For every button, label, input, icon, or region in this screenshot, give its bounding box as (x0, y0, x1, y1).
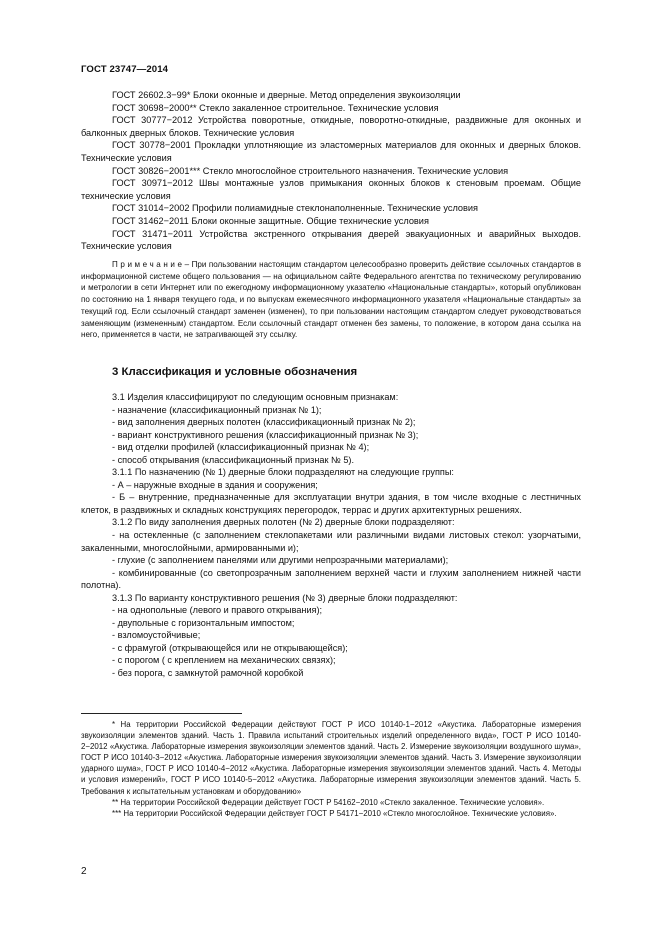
reference-item: ГОСТ 31014−2002 Профили полиамидные стеклонаполненные. Технические условия (112, 203, 479, 214)
list-item: - взломоустойчивые; (112, 630, 201, 641)
list-item: - вариант конструктивного решения (классификационный признак № 3); (112, 429, 419, 440)
reference-item: ГОСТ 30698−2000** Стекло закаленное строительное. Технические условия (112, 102, 439, 113)
paragraph: 3.1.2 По виду заполнения дверных полотен (№ 2) дверные блоки подразделяют: (112, 517, 455, 528)
reference-item: ГОСТ 30777−2012 Устройства поворотные, откидные, поворотно-откидные, раздвижные для оконных и балконных дверных блоков. Технические условия (81, 115, 581, 138)
footnote: *** На территории Российской Федерации действует ГОСТ Р 54171−2010 «Стекло многослойное. Технические условия». (112, 808, 557, 818)
reference-item: ГОСТ 30971−2012 Швы монтажные узлов примыкания оконных блоков к стеновым проемам. Общие технические условия (81, 178, 581, 201)
note-text: – При пользовании настоящим стандартом целесообразно проверить действие ссылочных стандартов в информационной системе общего пользования — на официальном сайте Федерального агентства по техническому регулированию и метрологии в сети Интернет или по ежегодному информационному указателю «Национальные стандарты», который опубликован по состоянию на 1 января текущего года, и по выпускам ежемесячного информационного указателя «Национальные стандарты» за текущий год. Если ссылочный стандарт заменен (изменен), то при пользовании настоящим стандартом следует руководствоваться заменяющим (измененным) стандартом. Если ссылочный стандарт отменен без замены, то положение, в котором дана ссылка на него, применяется в части, не затрагивающей эту ссылку. (81, 260, 581, 340)
normative-references-list (81, 89, 581, 253)
footnotes (81, 719, 581, 819)
reference-item: ГОСТ 31462−2011 Блоки оконные защитные. Общие технические условия (112, 215, 429, 226)
paragraph: 3.1.1 По назначению (№ 1) дверные блоки подразделяют на следующие группы: (112, 467, 454, 478)
footnote-divider (81, 713, 242, 714)
list-item: - с фрамугой (открывающейся или не открывающейся); (112, 642, 348, 653)
list-item: - комбинированные (со светопрозрачным заполнением верхней части и глухим заполнением нижней части полотна). (81, 567, 581, 591)
list-item: - с порогом ( с креплением на механических связях); (112, 655, 336, 666)
paragraph: 3.1.3 По варианту конструктивного решения (№ 3) дверные блоки подразделяют: (112, 592, 458, 603)
list-item: - на однопольные (левого и правого открывания); (112, 605, 323, 616)
footnote: * На территории Российской Федерации действуют ГОСТ Р ИСО 10140-1−2012 «Акустика. Лабораторные измерения звукоизоляции элементов зданий. Часть 1. Правила испытаний строительных изделий определенного вида», ГОСТ Р ИСО 10140-2−2012 «Акустика. Лабораторные измерения звукоизоляции элементов зданий. Часть 2. Измерение звукоизоляции воздушного шума», ГОСТ Р ИСО 10140-3−2012 «Акустика. Лабораторные измерения звукоизоляции элементов зданий. Часть 3. Измерение звукоизоляции ударного шума», ГОСТ Р ИСО 10140-4−2012 «Акустика. Лабораторные измерения звукоизоляции элементов зданий. Часть 4. Методы и условия измерений», ГОСТ Р ИСО 10140-5−2012 «Акустика. Лабораторные измерения звукоизоляции элементов зданий. Часть 5. Требования к испытательным установкам и оборудованию» (81, 720, 581, 796)
list-item: - на остекленные (с заполнением стеклопакетами или различными видами листовых стекол: узорчатыми, закаленными, многослойными, армированными и); (81, 530, 581, 553)
standard-code-header: ГОСТ 23747—2014 (81, 64, 169, 75)
section-heading: 3 Классификация и условные обозначения (112, 366, 358, 378)
list-item: - А – наружные входные в здания и сооружения; (112, 479, 318, 490)
reference-item: ГОСТ 26602.3−99* Блоки оконные и дверные. Метод определения звукоизоляции (112, 90, 461, 100)
paragraph: 3.1 Изделия классифицируют по следующим основным признакам: (112, 392, 399, 402)
note-paragraph (81, 259, 581, 341)
list-item: - вид заполнения дверных полотен (классификационный признак № 2); (112, 417, 416, 428)
reference-item: ГОСТ 30826−2001*** Стекло многослойное строительного назначения. Технические условия (112, 165, 509, 176)
page-number: 2 (81, 866, 87, 877)
reference-item: ГОСТ 30778−2001 Прокладки уплотняющие из эластомерных материалов для оконных и дверных блоков. Технические условия (81, 140, 581, 163)
list-item: - назначение (классификационный признак № 1); (112, 404, 322, 415)
list-item: - глухие (с заполнением панелями или другими непрозрачными материалами); (112, 555, 449, 566)
reference-item: ГОСТ 31471−2011 Устройства экстренного открывания дверей эвакуационных и аварийных выходов. Технические условия (81, 228, 581, 252)
list-item: - без порога, с замкнутой рамочной коробкой (112, 668, 304, 679)
section-body (81, 391, 581, 680)
footnote: ** На территории Российской Федерации действует ГОСТ Р 54162−2010 «Стекло закаленное. Технические условия». (112, 797, 545, 807)
list-item: - Б – внутренние, предназначенные для эксплуатации внутри здания, в том числе входные с лестничных клеток, в раздвижных и складных конструкциях перегородок, террас и других архитектурных решениях. (81, 492, 581, 515)
note-label: Примечание (112, 260, 185, 269)
list-item: - двупольные с горизонтальным импостом; (112, 617, 295, 628)
list-item: - способ открывания (классификационный признак № 5). (112, 454, 354, 465)
list-item: - вид отделки профилей (классификационный признак № 4); (112, 442, 370, 453)
